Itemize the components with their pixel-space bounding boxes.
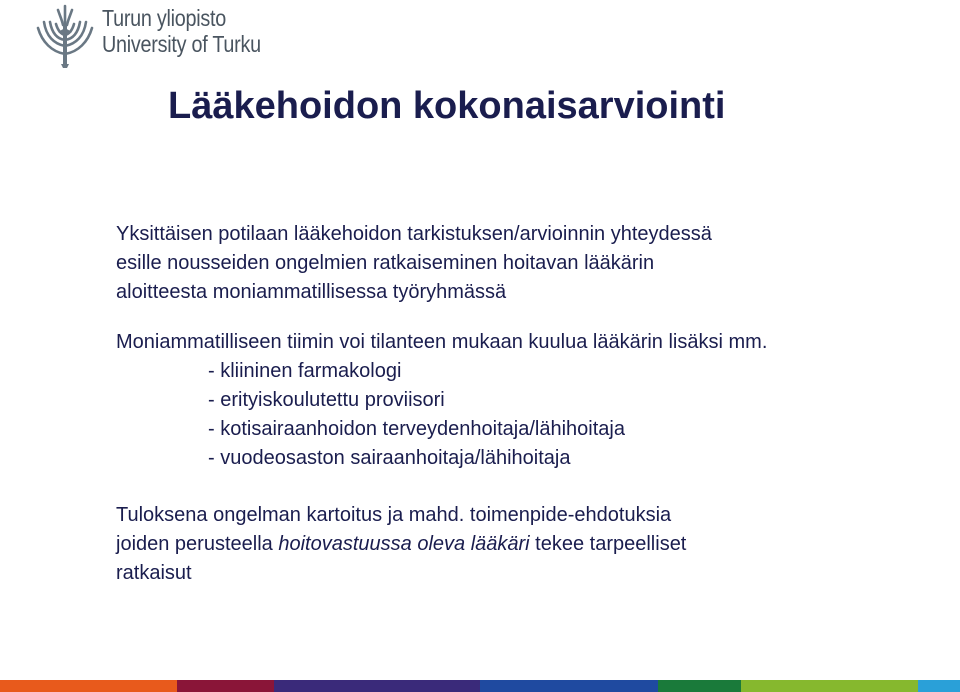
paragraph-3-text-after: tekee tarpeelliset bbox=[529, 533, 687, 555]
paragraph-spacer bbox=[116, 307, 936, 328]
logo-line-english: University of Turku bbox=[102, 31, 261, 57]
slide-title: Lääkehoidon kokonaisarviointi bbox=[168, 85, 726, 127]
color-segment bbox=[918, 680, 960, 692]
paragraph-3-text-before: joiden perusteella bbox=[116, 533, 279, 555]
paragraph-3-line-3: ratkaisut bbox=[116, 562, 192, 584]
team-member-list bbox=[116, 357, 936, 473]
paragraph-1-line-2: esille nousseiden ongelmien ratkaiseminen hoitavan lääkärin bbox=[116, 252, 655, 274]
university-logo bbox=[34, 2, 287, 68]
footer-color-bar bbox=[0, 680, 960, 692]
logo-line-finnish: Turun yliopisto bbox=[102, 5, 227, 31]
list-item: - vuodeosaston sairaanhoitaja/lähihoitaja bbox=[208, 447, 571, 469]
paragraph-1-line-1: Yksittäisen potilaan lääkehoidon tarkistuksen/arvioinnin yhteydessä bbox=[116, 223, 712, 245]
list-item: - kotisairaanhoidon terveydenhoitaja/lähihoitaja bbox=[208, 418, 625, 440]
paragraph-3-line-1: Tuloksena ongelman kartoitus ja mahd. toimenpide-ehdotuksia bbox=[116, 504, 672, 526]
slide-body bbox=[116, 220, 936, 588]
list-item: - kliininen farmakologi bbox=[208, 360, 402, 382]
logo-wordmark bbox=[102, 5, 261, 57]
responsible-doctor-emphasis: hoitovastuussa oleva lääkäri bbox=[278, 533, 530, 555]
color-segment bbox=[0, 680, 177, 692]
color-segment bbox=[658, 680, 741, 692]
paragraph-1-line-3: aloitteesta moniammatillisessa työryhmässä bbox=[116, 281, 507, 303]
color-segment bbox=[177, 680, 274, 692]
paragraph-2: Moniammatilliseen tiimin voi tilanteen mukaan kuulua lääkärin lisäksi mm. bbox=[116, 331, 768, 353]
color-segment bbox=[274, 680, 480, 692]
paragraph-spacer bbox=[116, 473, 936, 501]
color-segment bbox=[480, 680, 658, 692]
list-item: - erityiskoulutettu proviisori bbox=[208, 389, 445, 411]
color-segment bbox=[741, 680, 918, 692]
paragraph-3-line-2 bbox=[116, 530, 936, 559]
university-torch-emblem-icon bbox=[34, 2, 96, 68]
